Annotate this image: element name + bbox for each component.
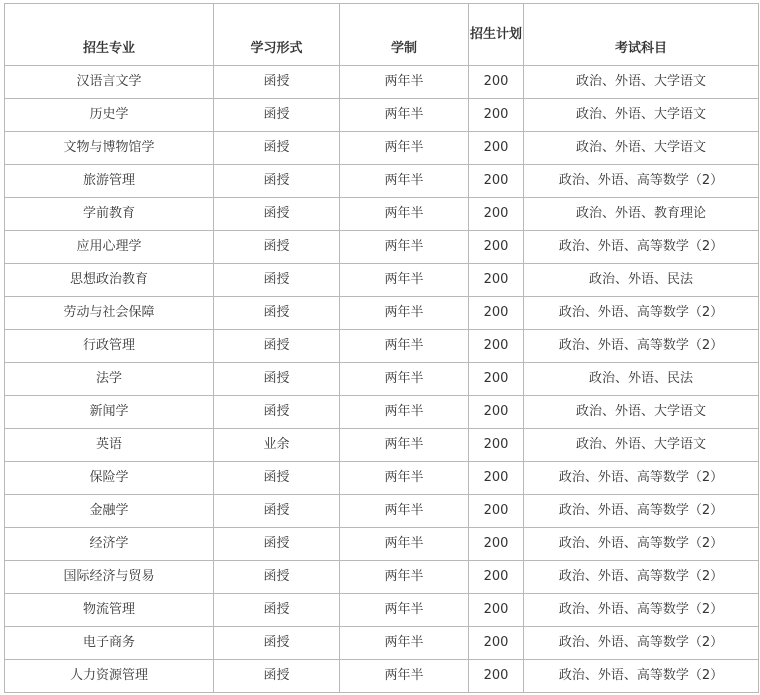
cell-study-form: 函授 [214, 594, 340, 627]
cell-duration: 两年半 [340, 231, 469, 264]
cell-study-form: 函授 [214, 528, 340, 561]
cell-plan: 200 [469, 363, 524, 396]
cell-study-form: 函授 [214, 165, 340, 198]
cell-study-form: 函授 [214, 462, 340, 495]
cell-plan: 200 [469, 660, 524, 693]
cell-duration: 两年半 [340, 627, 469, 660]
table-row [5, 660, 759, 693]
cell-subjects: 政治、外语、教育理论 [524, 198, 759, 231]
cell-subjects: 政治、外语、高等数学（2） [524, 165, 759, 198]
cell-major: 经济学 [5, 528, 214, 561]
cell-major: 劳动与社会保障 [5, 297, 214, 330]
table-row [5, 627, 759, 660]
cell-major: 人力资源管理 [5, 660, 214, 693]
cell-duration: 两年半 [340, 297, 469, 330]
cell-subjects: 政治、外语、民法 [524, 264, 759, 297]
cell-major: 金融学 [5, 495, 214, 528]
cell-plan: 200 [469, 396, 524, 429]
cell-plan: 200 [469, 495, 524, 528]
header-study-form: 学习形式 [214, 4, 340, 66]
cell-subjects: 政治、外语、高等数学（2） [524, 660, 759, 693]
cell-plan: 200 [469, 198, 524, 231]
cell-duration: 两年半 [340, 99, 469, 132]
cell-duration: 两年半 [340, 132, 469, 165]
cell-major: 法学 [5, 363, 214, 396]
cell-plan: 200 [469, 561, 524, 594]
cell-study-form: 函授 [214, 198, 340, 231]
cell-study-form: 函授 [214, 495, 340, 528]
cell-major: 旅游管理 [5, 165, 214, 198]
cell-study-form: 函授 [214, 561, 340, 594]
cell-study-form: 业余 [214, 429, 340, 462]
cell-major: 历史学 [5, 99, 214, 132]
cell-study-form: 函授 [214, 363, 340, 396]
cell-duration: 两年半 [340, 660, 469, 693]
cell-plan: 200 [469, 99, 524, 132]
cell-duration: 两年半 [340, 561, 469, 594]
cell-plan: 200 [469, 429, 524, 462]
cell-subjects: 政治、外语、高等数学（2） [524, 528, 759, 561]
table-row [5, 462, 759, 495]
table-row [5, 330, 759, 363]
table-row [5, 297, 759, 330]
cell-duration: 两年半 [340, 429, 469, 462]
cell-study-form: 函授 [214, 264, 340, 297]
table-row [5, 495, 759, 528]
cell-subjects: 政治、外语、高等数学（2） [524, 297, 759, 330]
cell-plan: 200 [469, 132, 524, 165]
cell-major: 思想政治教育 [5, 264, 214, 297]
table-row [5, 528, 759, 561]
cell-duration: 两年半 [340, 528, 469, 561]
cell-duration: 两年半 [340, 198, 469, 231]
table-row [5, 198, 759, 231]
cell-subjects: 政治、外语、民法 [524, 363, 759, 396]
table-row [5, 231, 759, 264]
cell-major: 电子商务 [5, 627, 214, 660]
cell-plan: 200 [469, 165, 524, 198]
cell-study-form: 函授 [214, 396, 340, 429]
cell-plan: 200 [469, 330, 524, 363]
table-body [5, 66, 759, 693]
cell-duration: 两年半 [340, 330, 469, 363]
cell-subjects: 政治、外语、大学语文 [524, 99, 759, 132]
cell-plan: 200 [469, 462, 524, 495]
cell-plan: 200 [469, 264, 524, 297]
cell-subjects: 政治、外语、高等数学（2） [524, 231, 759, 264]
header-major: 招生专业 [5, 4, 214, 66]
cell-plan: 200 [469, 297, 524, 330]
admissions-table [4, 3, 759, 693]
cell-subjects: 政治、外语、高等数学（2） [524, 627, 759, 660]
table-header [5, 4, 759, 66]
cell-major: 文物与博物馆学 [5, 132, 214, 165]
cell-major: 物流管理 [5, 594, 214, 627]
table-row [5, 132, 759, 165]
table-row [5, 396, 759, 429]
table-row [5, 594, 759, 627]
cell-plan: 200 [469, 528, 524, 561]
header-subjects: 考试科目 [524, 4, 759, 66]
table-row [5, 363, 759, 396]
cell-subjects: 政治、外语、高等数学（2） [524, 594, 759, 627]
cell-subjects: 政治、外语、大学语文 [524, 429, 759, 462]
cell-duration: 两年半 [340, 66, 469, 99]
header-plan: 招生计划 [469, 4, 524, 66]
cell-study-form: 函授 [214, 99, 340, 132]
cell-duration: 两年半 [340, 165, 469, 198]
table-row [5, 561, 759, 594]
cell-study-form: 函授 [214, 330, 340, 363]
header-duration: 学制 [340, 4, 469, 66]
cell-duration: 两年半 [340, 396, 469, 429]
cell-major: 国际经济与贸易 [5, 561, 214, 594]
cell-plan: 200 [469, 627, 524, 660]
table-row [5, 66, 759, 99]
cell-major: 保险学 [5, 462, 214, 495]
table-row [5, 429, 759, 462]
cell-subjects: 政治、外语、大学语文 [524, 66, 759, 99]
cell-major: 行政管理 [5, 330, 214, 363]
cell-study-form: 函授 [214, 231, 340, 264]
cell-subjects: 政治、外语、高等数学（2） [524, 462, 759, 495]
cell-duration: 两年半 [340, 462, 469, 495]
cell-major: 应用心理学 [5, 231, 214, 264]
cell-duration: 两年半 [340, 363, 469, 396]
header-row [5, 4, 759, 66]
cell-subjects: 政治、外语、大学语文 [524, 396, 759, 429]
cell-plan: 200 [469, 231, 524, 264]
cell-duration: 两年半 [340, 264, 469, 297]
cell-plan: 200 [469, 66, 524, 99]
table-row [5, 165, 759, 198]
table-row [5, 264, 759, 297]
cell-study-form: 函授 [214, 66, 340, 99]
cell-duration: 两年半 [340, 594, 469, 627]
cell-duration: 两年半 [340, 495, 469, 528]
cell-study-form: 函授 [214, 627, 340, 660]
cell-subjects: 政治、外语、高等数学（2） [524, 495, 759, 528]
cell-study-form: 函授 [214, 660, 340, 693]
cell-subjects: 政治、外语、大学语文 [524, 132, 759, 165]
cell-study-form: 函授 [214, 297, 340, 330]
cell-major: 英语 [5, 429, 214, 462]
cell-subjects: 政治、外语、高等数学（2） [524, 330, 759, 363]
cell-major: 学前教育 [5, 198, 214, 231]
cell-subjects: 政治、外语、高等数学（2） [524, 561, 759, 594]
table-row [5, 99, 759, 132]
cell-major: 新闻学 [5, 396, 214, 429]
cell-plan: 200 [469, 594, 524, 627]
cell-study-form: 函授 [214, 132, 340, 165]
cell-major: 汉语言文学 [5, 66, 214, 99]
